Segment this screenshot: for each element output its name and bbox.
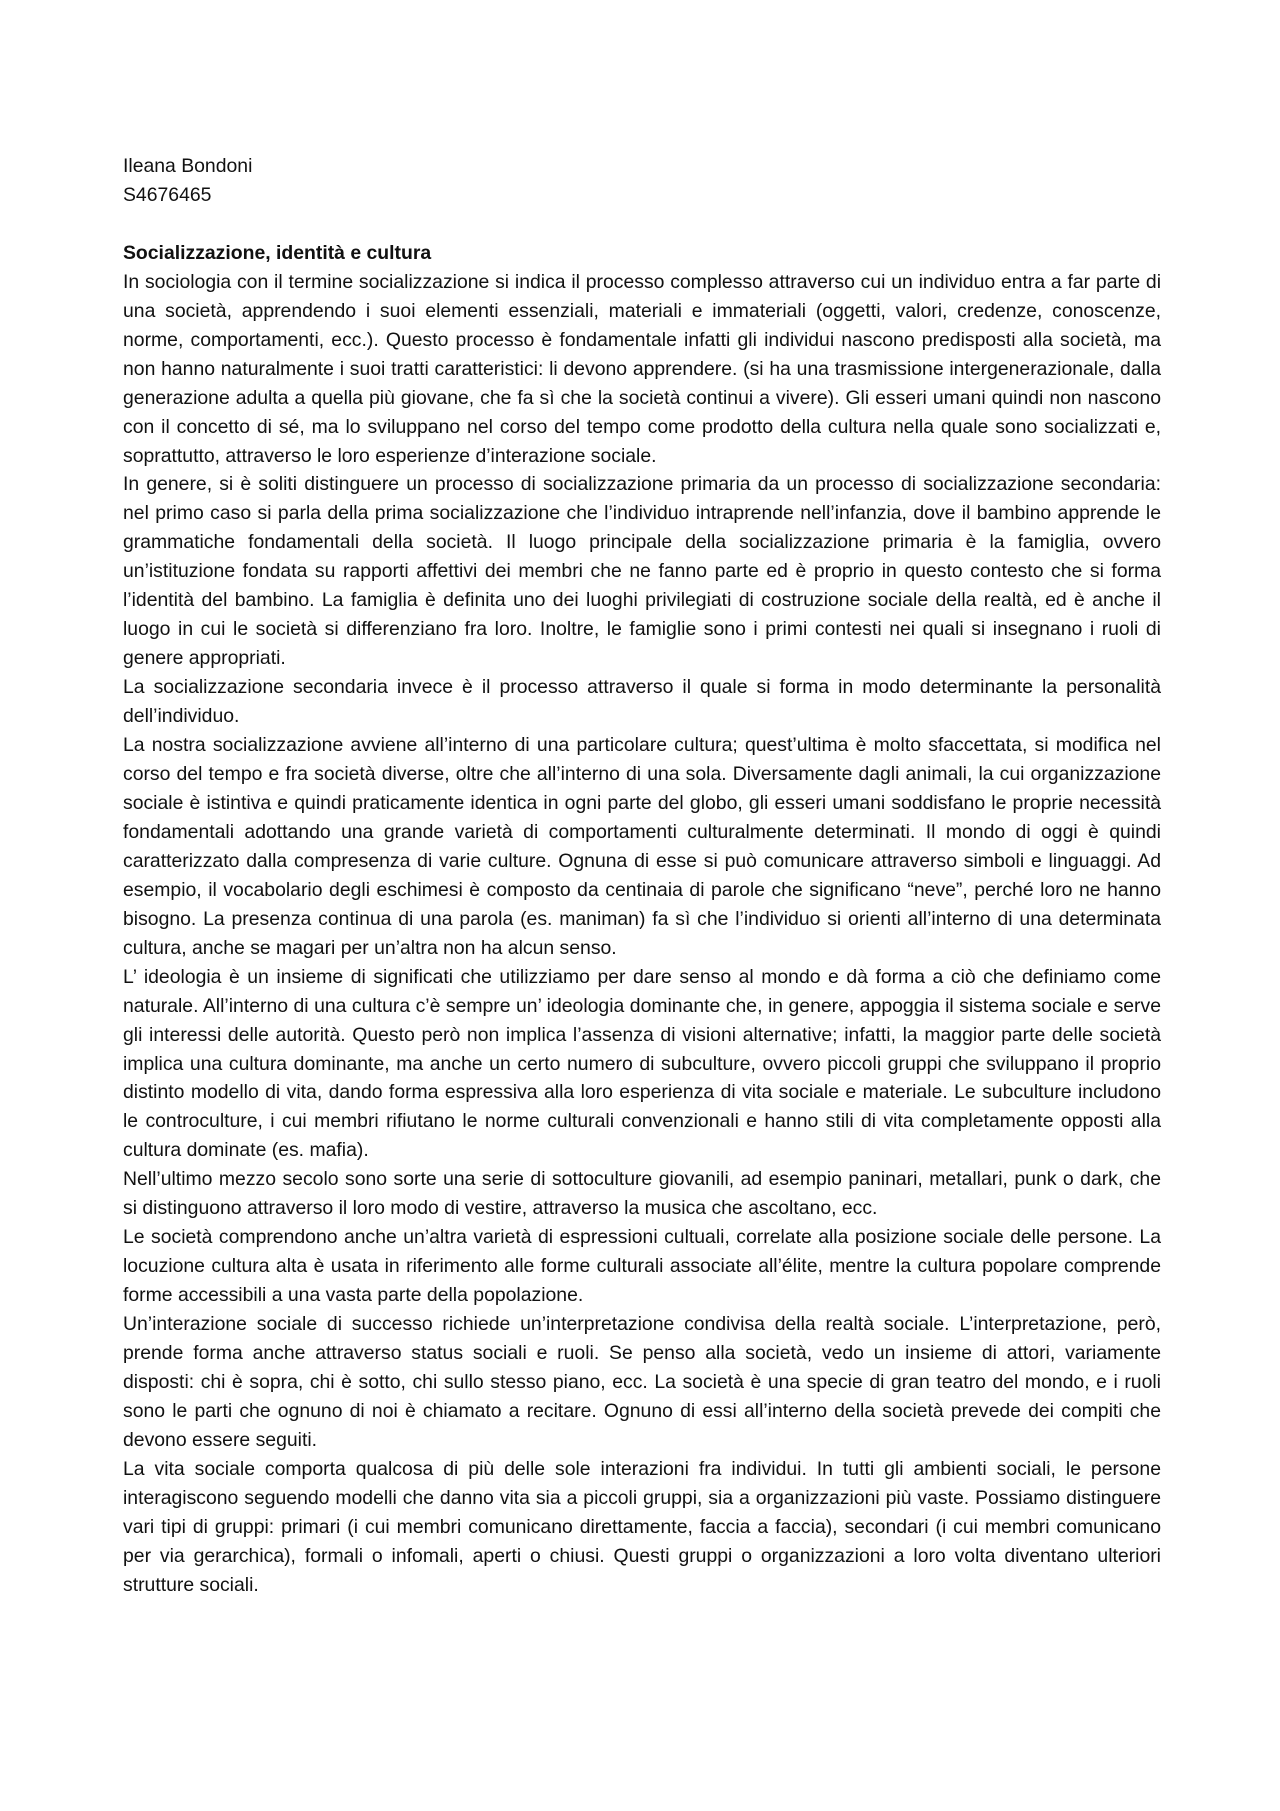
author-name: Ileana Bondoni xyxy=(123,155,253,177)
paragraph: In genere, si è soliti distinguere un processo di socializzazione primaria da un processo di socializzazione secondaria: nel primo caso si parla della prima socializzazione che l’individuo intraprende nell’infanzia, dove il bambino apprende le grammatiche fondamentali della società. Il luogo principale della socializzazione primaria è la famiglia, ovvero un’istituzione fondata su rapporti affettivi dei membri che ne fanno parte ed è proprio in questo contesto che si forma l’identità del bambino. La famiglia è definita uno dei luoghi privilegiati di costruzione sociale della realtà, ed è anche il luogo in cui le società si differenziano fra loro. Inoltre, le famiglie sono i primi contesti nei quali si insegnano i ruoli di genere appropriati. xyxy=(123,473,1161,670)
student-id: S4676465 xyxy=(123,183,212,206)
blank-line xyxy=(123,210,1161,239)
paragraph: La vita sociale comporta qualcosa di più delle sole interazioni fra individui. In tutti gli ambienti sociali, le persone interagiscono seguendo modelli che danno vita sia a piccoli gruppi, sia a organizzazioni più vaste. Possiamo distinguere vari tipi di gruppi: primari (i cui membri comunicano direttamente, faccia a faccia), secondari (i cui membri comunicano per via gerarchica), formali o infomali, aperti o chiusi. Questi gruppi o organizzazioni a loro volta diventano ulteriori strutture sociali. xyxy=(123,1457,1161,1596)
document-page xyxy=(123,152,1161,1600)
paragraph: Un’interazione sociale di successo richiede un’interpretazione condivisa della realtà sociale. L’interpretazione, però, prende forma anche attraverso status sociali e ruoli. Se penso alla società, vedo un insieme di attori, variamente disposti: chi è sopra, chi è sotto, chi sullo stesso piano, ecc. La società è una specie di gran teatro del mondo, e i ruoli sono le parti che ognuno di noi è chiamato a recitare. Ognuno di essi all’interno della società prevede dei compiti che devono essere seguiti. xyxy=(123,1313,1161,1451)
paragraph: In sociologia con il termine socializzazione si indica il processo complesso attraverso cui un individuo entra a far parte di una società, apprendendo i suoi elementi essenziali, materiali e immateriali (oggetti, valori, credenze, conoscenze, norme, comportamenti, ecc.). Questo processo è fondamentale infatti gli individui nascono predisposti alla società, ma non hanno naturalmente i suoi tratti caratteristici: li devono apprendere. (si ha una trasmissione intergenerazionale, dalla generazione adulta a quella più giovane, che fa sì che la società continui a vivere). Gli esseri umani quindi non nascono con il concetto di sé, ma lo sviluppano nel corso del tempo come prodotto della cultura nella quale sono socializzati e, soprattutto, attraverso le loro esperienze d’interazione sociale. xyxy=(123,270,1161,467)
paragraph: Le società comprendono anche un’altra varietà di espressioni cultuali, correlate alla posizione sociale delle persone. La locuzione cultura alta è usata in riferimento alle forme culturali associate all’élite, mentre la cultura popolare comprende forme accessibili a una vasta parte della popolazione. xyxy=(123,1226,1161,1307)
paragraph: La nostra socializzazione avviene all’interno di una particolare cultura; quest’ultima è molto sfaccettata, si modifica nel corso del tempo e fra società diverse, oltre che all’interno di una sola. Diversamente dagli animali, la cui organizzazione sociale è istintiva e quindi praticamente identica in ogni parte del globo, gli esseri umani soddisfano le proprie necessità fondamentali adottando una grande varietà di comportamenti culturalmente determinati. Il mondo di oggi è quindi caratterizzato dalla compresenza di varie culture. Ognuna di esse si può comunicare attraverso simboli e linguaggi. Ad esempio, il vocabolario degli eschimesi è composto da centinaia di parole che significano “neve”, perché loro ne hanno bisogno. La presenza continua di una parola (es. maniman) fa sì che l’individuo si orienti all’interno di una determinata cultura, anche se magari per un’altra non ha alcun senso. xyxy=(123,734,1161,959)
document-title: Socializzazione, identità e cultura xyxy=(123,241,432,264)
paragraph: La socializzazione secondaria invece è il processo attraverso il quale si forma in modo determinante la personalità dell’individuo. xyxy=(123,676,1161,728)
paragraph: L’ ideologia è un insieme di significati che utilizziamo per dare senso al mondo e dà forma a ciò che definiamo come naturale. All’interno di una cultura c’è sempre un’ ideologia dominante che, in genere, appoggia il sistema sociale e serve gli interessi delle autorità. Questo però non implica l’assenza di visioni alternative; infatti, la maggior parte delle società implica una cultura dominante, ma anche un certo numero di subculture, ovvero piccoli gruppi che sviluppano il proprio distinto modello di vita, dando forma espressiva alla loro esperienza di vita sociale e materiale. Le subculture includono le controculture, i cui membri rifiutano le norme culturali convenzionali e hanno stili di vita completamente opposti alla cultura dominate (es. mafia). xyxy=(123,965,1161,1162)
paragraph: Nell’ultimo mezzo secolo sono sorte una serie di sottoculture giovanili, ad esempio paninari, metallari, punk o dark, che si distinguono attraverso il loro modo di vestire, attraverso la musica che ascoltano, ecc. xyxy=(123,1168,1161,1220)
